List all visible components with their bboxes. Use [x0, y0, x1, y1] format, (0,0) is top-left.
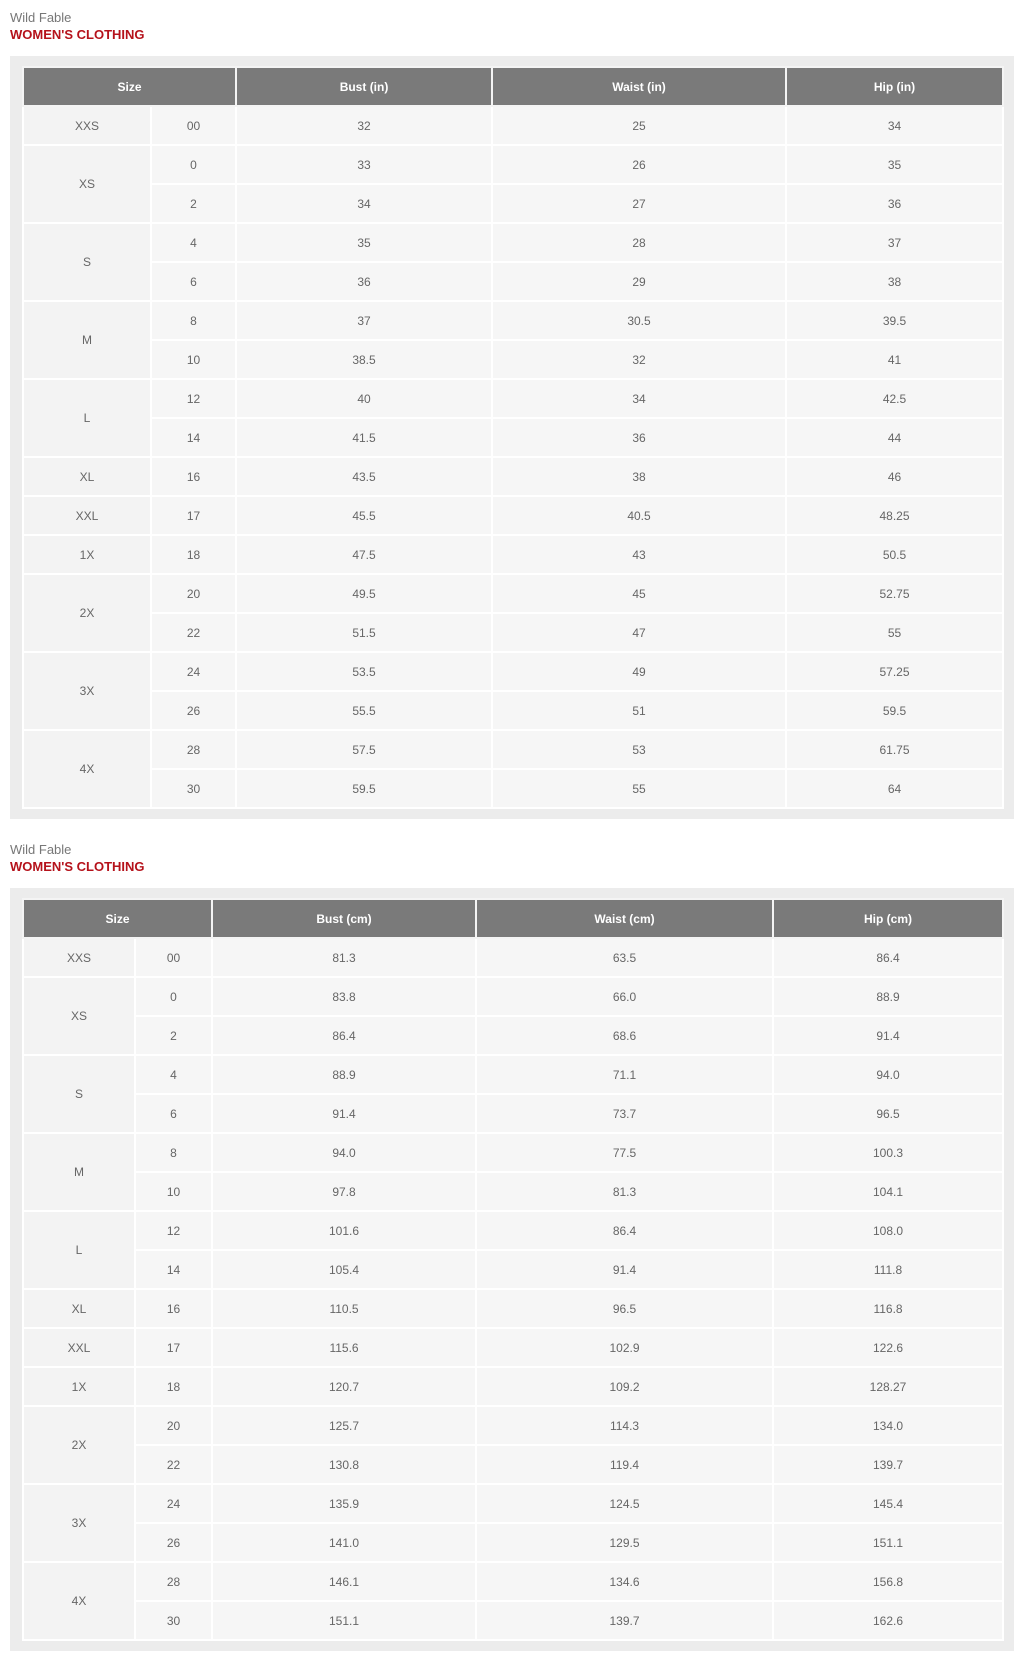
bust-cell: 88.9 [212, 1055, 476, 1094]
bust-cell: 110.5 [212, 1289, 476, 1328]
table-row [23, 652, 1003, 691]
brand-name: Wild Fable [10, 10, 72, 25]
waist-cell: 26 [492, 145, 786, 184]
category-title: WOMEN'S CLOTHING [10, 27, 145, 42]
bust-cell: 37 [236, 301, 492, 340]
bust-cell: 35 [236, 223, 492, 262]
waist-cell: 119.4 [476, 1445, 773, 1484]
bust-cell: 91.4 [212, 1094, 476, 1133]
waist-cell: 32 [492, 340, 786, 379]
table-row [23, 145, 1003, 184]
table-row [23, 769, 1003, 808]
size-number-cell: 28 [135, 1562, 212, 1601]
table-row [23, 1445, 1003, 1484]
hip-cell: 111.8 [773, 1250, 1003, 1289]
table-row [23, 535, 1003, 574]
hip-cell: 134.0 [773, 1406, 1003, 1445]
table-row [23, 1406, 1003, 1445]
size-letter-cell: XL [23, 457, 151, 496]
size-number-cell: 18 [135, 1367, 212, 1406]
hip-cell: 35 [786, 145, 1003, 184]
hip-cell: 39.5 [786, 301, 1003, 340]
size-letter-cell: 1X [23, 1367, 135, 1406]
size-number-cell: 26 [135, 1523, 212, 1562]
bust-cell: 125.7 [212, 1406, 476, 1445]
size-number-cell: 6 [151, 262, 236, 301]
hip-cell: 50.5 [786, 535, 1003, 574]
size-number-cell: 22 [135, 1445, 212, 1484]
size-number-cell: 20 [151, 574, 236, 613]
waist-cell: 29 [492, 262, 786, 301]
waist-cell: 25 [492, 106, 786, 145]
table-row [23, 938, 1003, 977]
table-row [23, 1016, 1003, 1055]
table-row [23, 106, 1003, 145]
hip-cell: 145.4 [773, 1484, 1003, 1523]
waist-cell: 124.5 [476, 1484, 773, 1523]
waist-cell: 109.2 [476, 1367, 773, 1406]
waist-cell: 102.9 [476, 1328, 773, 1367]
size-chart-centimeters [10, 842, 1014, 1651]
header-waist: Waist (cm) [476, 899, 773, 938]
table-header-row [23, 899, 1003, 938]
size-table [22, 898, 1004, 1641]
size-number-cell: 18 [151, 535, 236, 574]
size-table-panel [10, 888, 1014, 1651]
waist-cell: 63.5 [476, 938, 773, 977]
hip-cell: 48.25 [786, 496, 1003, 535]
bust-cell: 41.5 [236, 418, 492, 457]
waist-cell: 47 [492, 613, 786, 652]
size-letter-cell: 3X [23, 652, 151, 730]
waist-cell: 129.5 [476, 1523, 773, 1562]
size-letter-cell: XS [23, 145, 151, 223]
bust-cell: 49.5 [236, 574, 492, 613]
waist-cell: 134.6 [476, 1562, 773, 1601]
size-letter-cell: XL [23, 1289, 135, 1328]
hip-cell: 64 [786, 769, 1003, 808]
size-number-cell: 10 [151, 340, 236, 379]
size-number-cell: 8 [151, 301, 236, 340]
size-letter-cell: XS [23, 977, 135, 1055]
size-letter-cell: L [23, 379, 151, 457]
hip-cell: 108.0 [773, 1211, 1003, 1250]
hip-cell: 46 [786, 457, 1003, 496]
size-number-cell: 00 [135, 938, 212, 977]
table-header-row [23, 67, 1003, 106]
size-number-cell: 00 [151, 106, 236, 145]
bust-cell: 36 [236, 262, 492, 301]
size-chart-inches [10, 10, 1014, 819]
bust-cell: 141.0 [212, 1523, 476, 1562]
size-number-cell: 8 [135, 1133, 212, 1172]
hip-cell: 57.25 [786, 652, 1003, 691]
size-number-cell: 28 [151, 730, 236, 769]
waist-cell: 86.4 [476, 1211, 773, 1250]
bust-cell: 115.6 [212, 1328, 476, 1367]
waist-cell: 51 [492, 691, 786, 730]
hip-cell: 88.9 [773, 977, 1003, 1016]
hip-cell: 42.5 [786, 379, 1003, 418]
size-letter-cell: 2X [23, 1406, 135, 1484]
header-hip: Hip (in) [786, 67, 1003, 106]
waist-cell: 96.5 [476, 1289, 773, 1328]
hip-cell: 44 [786, 418, 1003, 457]
hip-cell: 104.1 [773, 1172, 1003, 1211]
bust-cell: 40 [236, 379, 492, 418]
waist-cell: 91.4 [476, 1250, 773, 1289]
waist-cell: 139.7 [476, 1601, 773, 1640]
size-letter-cell: 4X [23, 730, 151, 808]
hip-cell: 38 [786, 262, 1003, 301]
waist-cell: 81.3 [476, 1172, 773, 1211]
waist-cell: 53 [492, 730, 786, 769]
hip-cell: 122.6 [773, 1328, 1003, 1367]
table-row [23, 184, 1003, 223]
size-letter-cell: M [23, 301, 151, 379]
size-number-cell: 24 [135, 1484, 212, 1523]
bust-cell: 151.1 [212, 1601, 476, 1640]
waist-cell: 30.5 [492, 301, 786, 340]
bust-cell: 86.4 [212, 1016, 476, 1055]
table-row [23, 574, 1003, 613]
size-number-cell: 2 [151, 184, 236, 223]
bust-cell: 83.8 [212, 977, 476, 1016]
table-row [23, 1133, 1003, 1172]
hip-cell: 36 [786, 184, 1003, 223]
size-number-cell: 17 [135, 1328, 212, 1367]
size-number-cell: 26 [151, 691, 236, 730]
header-size: Size [23, 67, 236, 106]
waist-cell: 55 [492, 769, 786, 808]
bust-cell: 32 [236, 106, 492, 145]
size-number-cell: 22 [151, 613, 236, 652]
size-letter-cell: XXL [23, 1328, 135, 1367]
hip-cell: 100.3 [773, 1133, 1003, 1172]
size-letter-cell: 1X [23, 535, 151, 574]
waist-cell: 68.6 [476, 1016, 773, 1055]
table-row [23, 301, 1003, 340]
table-row [23, 1328, 1003, 1367]
size-letter-cell: 4X [23, 1562, 135, 1640]
size-number-cell: 20 [135, 1406, 212, 1445]
size-number-cell: 17 [151, 496, 236, 535]
hip-cell: 91.4 [773, 1016, 1003, 1055]
header-waist: Waist (in) [492, 67, 786, 106]
bust-cell: 53.5 [236, 652, 492, 691]
hip-cell: 34 [786, 106, 1003, 145]
header-bust: Bust (cm) [212, 899, 476, 938]
hip-cell: 61.75 [786, 730, 1003, 769]
waist-cell: 36 [492, 418, 786, 457]
size-number-cell: 16 [151, 457, 236, 496]
size-table [22, 66, 1004, 809]
waist-cell: 73.7 [476, 1094, 773, 1133]
header-size: Size [23, 899, 212, 938]
brand-name: Wild Fable [10, 842, 72, 857]
waist-cell: 40.5 [492, 496, 786, 535]
hip-cell: 128.27 [773, 1367, 1003, 1406]
bust-cell: 55.5 [236, 691, 492, 730]
table-row [23, 418, 1003, 457]
bust-cell: 146.1 [212, 1562, 476, 1601]
bust-cell: 105.4 [212, 1250, 476, 1289]
bust-cell: 43.5 [236, 457, 492, 496]
size-letter-cell: XXS [23, 106, 151, 145]
hip-cell: 86.4 [773, 938, 1003, 977]
size-number-cell: 12 [135, 1211, 212, 1250]
size-letter-cell: 2X [23, 574, 151, 652]
bust-cell: 45.5 [236, 496, 492, 535]
waist-cell: 43 [492, 535, 786, 574]
size-letter-cell: S [23, 1055, 135, 1133]
hip-cell: 96.5 [773, 1094, 1003, 1133]
table-row [23, 1094, 1003, 1133]
table-row [23, 496, 1003, 535]
hip-cell: 156.8 [773, 1562, 1003, 1601]
table-row [23, 1601, 1003, 1640]
bust-cell: 97.8 [212, 1172, 476, 1211]
bust-cell: 135.9 [212, 1484, 476, 1523]
bust-cell: 81.3 [212, 938, 476, 977]
size-number-cell: 4 [151, 223, 236, 262]
size-number-cell: 14 [135, 1250, 212, 1289]
bust-cell: 33 [236, 145, 492, 184]
size-letter-cell: XXL [23, 496, 151, 535]
bust-cell: 101.6 [212, 1211, 476, 1250]
table-row [23, 379, 1003, 418]
table-row [23, 1367, 1003, 1406]
table-row [23, 223, 1003, 262]
size-letter-cell: M [23, 1133, 135, 1211]
waist-cell: 49 [492, 652, 786, 691]
size-number-cell: 24 [151, 652, 236, 691]
table-row [23, 691, 1003, 730]
table-row [23, 977, 1003, 1016]
waist-cell: 34 [492, 379, 786, 418]
bust-cell: 120.7 [212, 1367, 476, 1406]
table-row [23, 262, 1003, 301]
size-number-cell: 30 [151, 769, 236, 808]
bust-cell: 57.5 [236, 730, 492, 769]
waist-cell: 77.5 [476, 1133, 773, 1172]
size-number-cell: 0 [151, 145, 236, 184]
hip-cell: 151.1 [773, 1523, 1003, 1562]
table-row [23, 1250, 1003, 1289]
size-number-cell: 14 [151, 418, 236, 457]
waist-cell: 71.1 [476, 1055, 773, 1094]
size-letter-cell: 3X [23, 1484, 135, 1562]
waist-cell: 27 [492, 184, 786, 223]
bust-cell: 130.8 [212, 1445, 476, 1484]
waist-cell: 66.0 [476, 977, 773, 1016]
hip-cell: 94.0 [773, 1055, 1003, 1094]
size-number-cell: 0 [135, 977, 212, 1016]
table-row [23, 1289, 1003, 1328]
size-number-cell: 30 [135, 1601, 212, 1640]
hip-cell: 37 [786, 223, 1003, 262]
bust-cell: 38.5 [236, 340, 492, 379]
bust-cell: 94.0 [212, 1133, 476, 1172]
bust-cell: 59.5 [236, 769, 492, 808]
waist-cell: 114.3 [476, 1406, 773, 1445]
size-number-cell: 10 [135, 1172, 212, 1211]
size-number-cell: 16 [135, 1289, 212, 1328]
table-row [23, 340, 1003, 379]
hip-cell: 59.5 [786, 691, 1003, 730]
header-hip: Hip (cm) [773, 899, 1003, 938]
bust-cell: 34 [236, 184, 492, 223]
table-row [23, 457, 1003, 496]
size-table-panel [10, 56, 1014, 819]
category-title: WOMEN'S CLOTHING [10, 859, 145, 874]
table-row [23, 613, 1003, 652]
waist-cell: 38 [492, 457, 786, 496]
waist-cell: 45 [492, 574, 786, 613]
size-number-cell: 12 [151, 379, 236, 418]
waist-cell: 28 [492, 223, 786, 262]
size-letter-cell: S [23, 223, 151, 301]
header-bust: Bust (in) [236, 67, 492, 106]
table-row [23, 1562, 1003, 1601]
table-row [23, 1055, 1003, 1094]
size-number-cell: 2 [135, 1016, 212, 1055]
size-letter-cell: L [23, 1211, 135, 1289]
size-number-cell: 4 [135, 1055, 212, 1094]
table-row [23, 1211, 1003, 1250]
bust-cell: 47.5 [236, 535, 492, 574]
table-row [23, 1523, 1003, 1562]
size-letter-cell: XXS [23, 938, 135, 977]
size-number-cell: 6 [135, 1094, 212, 1133]
table-row [23, 1172, 1003, 1211]
hip-cell: 41 [786, 340, 1003, 379]
hip-cell: 116.8 [773, 1289, 1003, 1328]
hip-cell: 52.75 [786, 574, 1003, 613]
table-row [23, 1484, 1003, 1523]
table-row [23, 730, 1003, 769]
hip-cell: 139.7 [773, 1445, 1003, 1484]
bust-cell: 51.5 [236, 613, 492, 652]
hip-cell: 55 [786, 613, 1003, 652]
hip-cell: 162.6 [773, 1601, 1003, 1640]
